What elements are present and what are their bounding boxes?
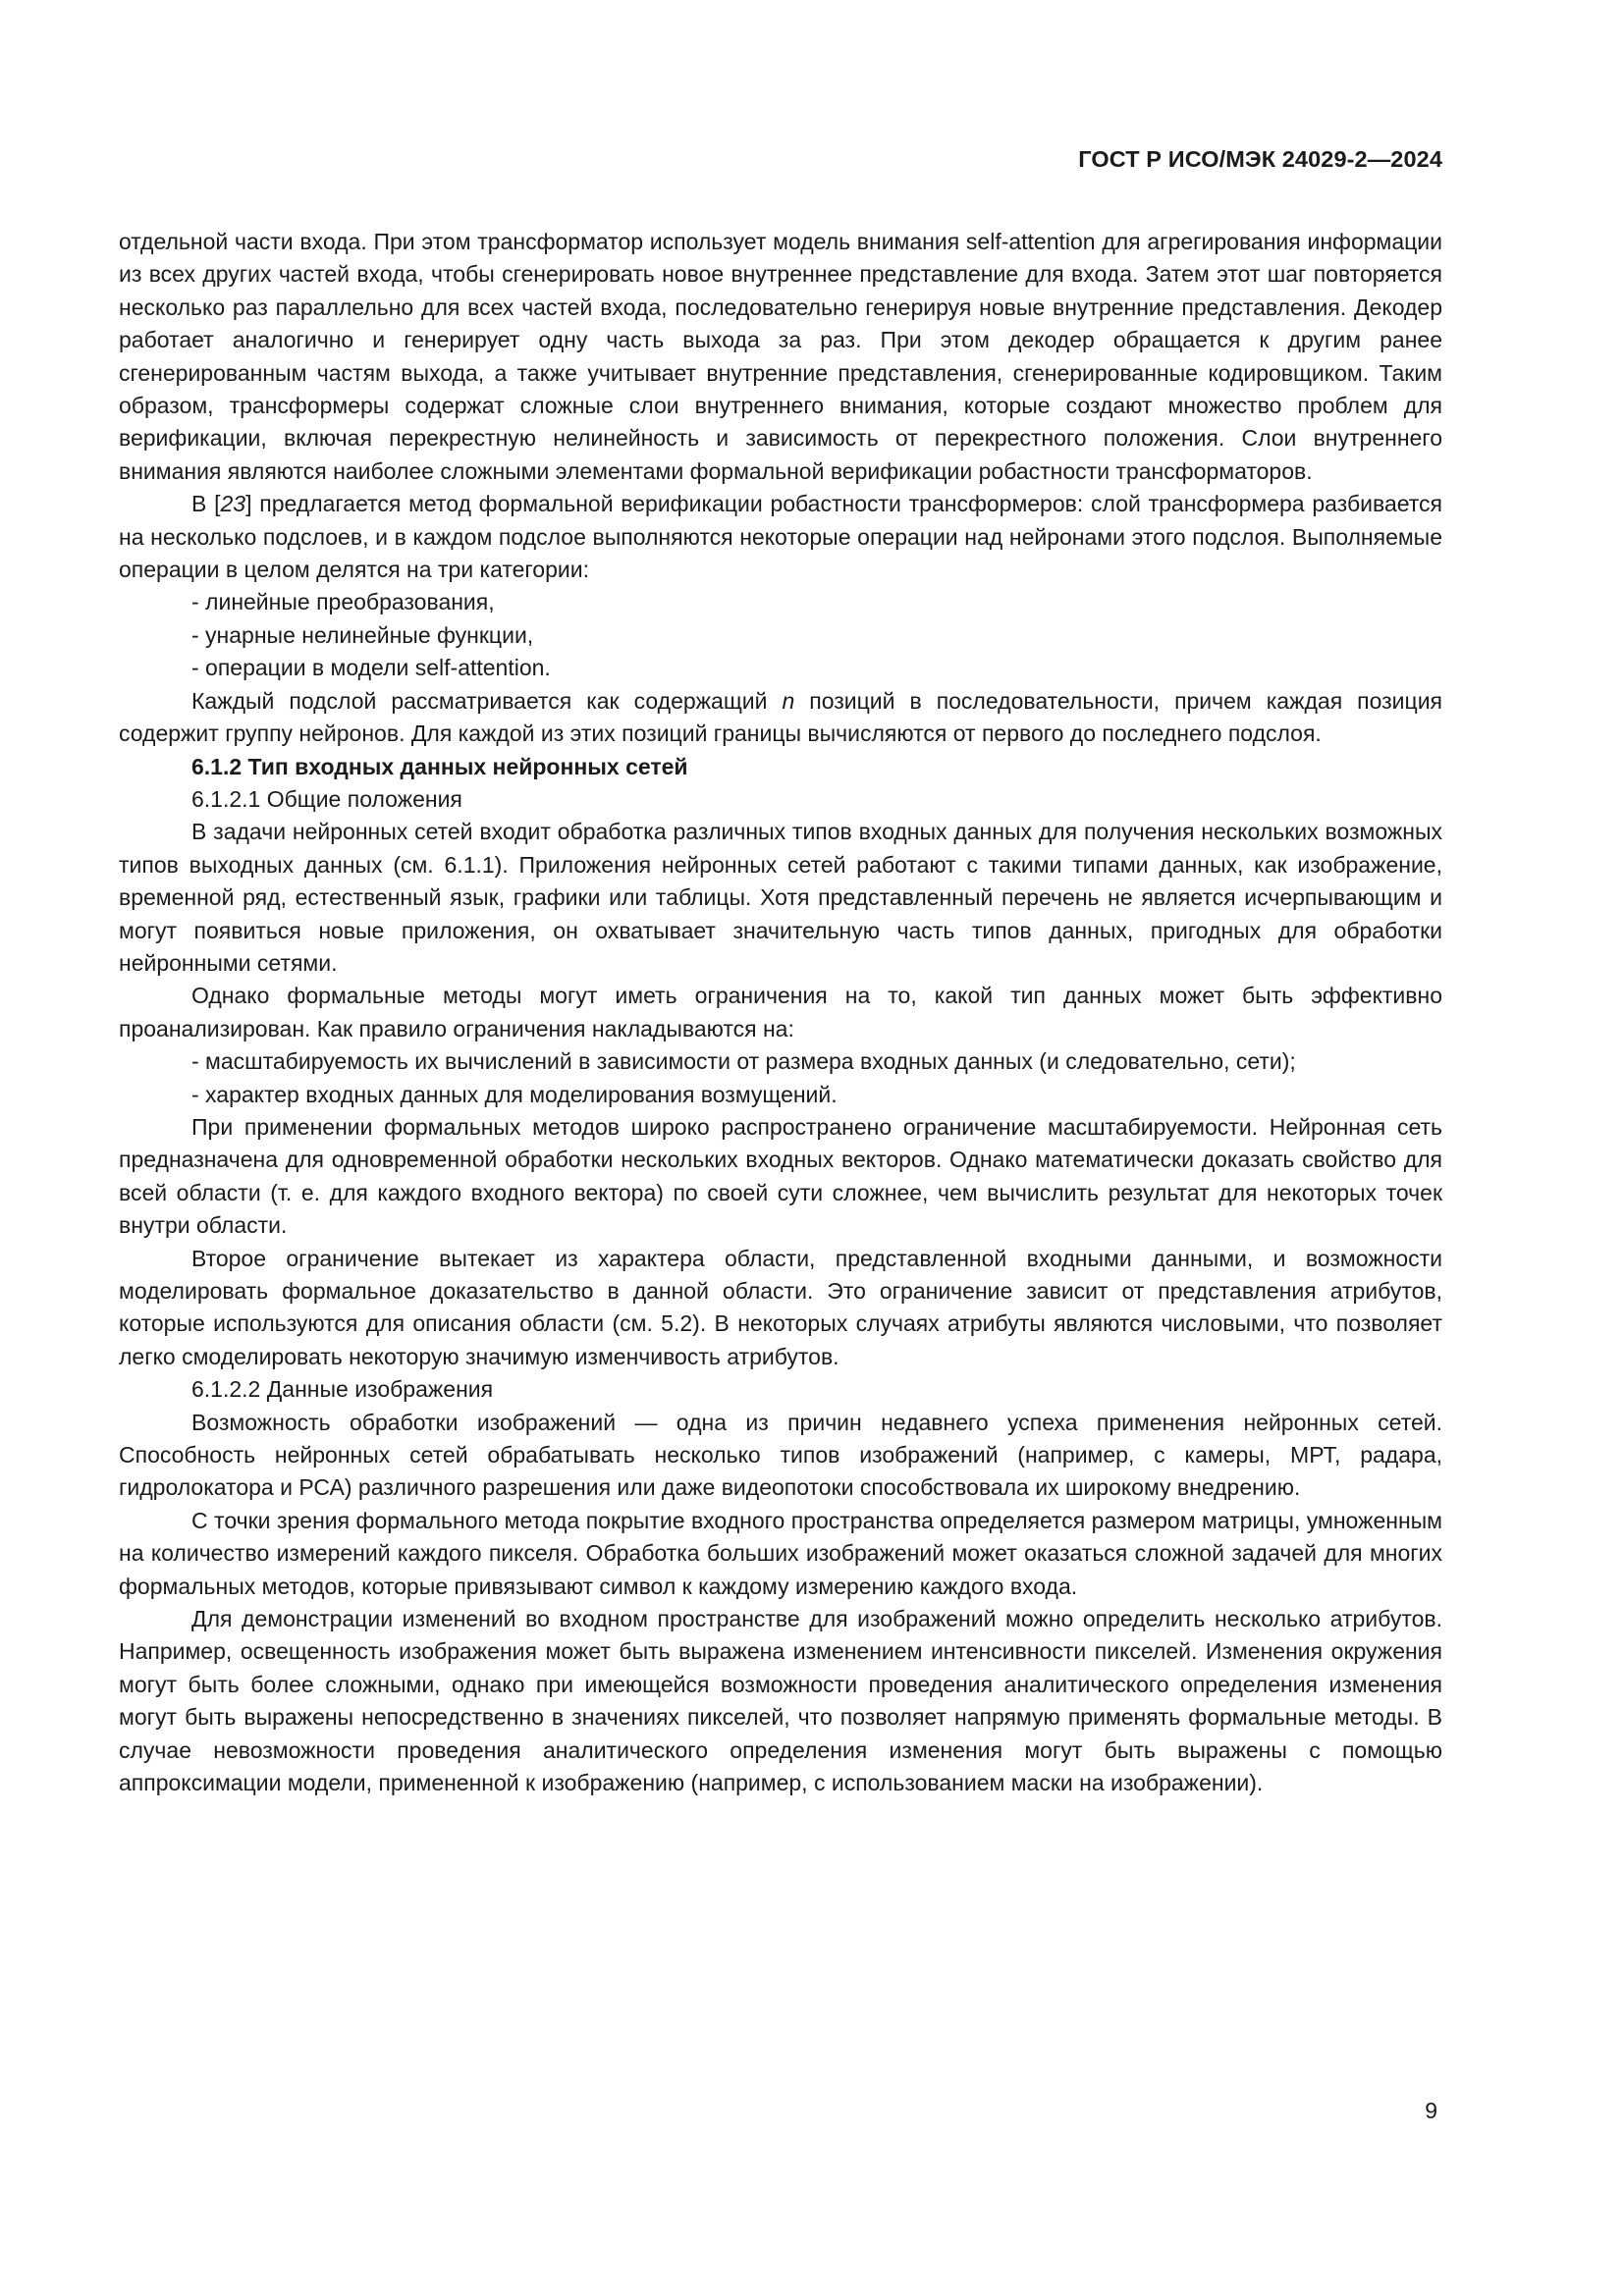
paragraph: Однако формальные методы могут иметь ограничения на то, какой тип данных может быть эффективно проанализирован. Как правило ограничения накладываются на: bbox=[119, 983, 1442, 1041]
paragraph: Каждый подслой рассматривается как содержащий n позиций в последовательности, причем каждая позиция содержит группу нейронов. Для каждой из этих позиций границы вычисляются от первого до последнего подслоя. bbox=[119, 687, 1442, 747]
list-item: - операции в модели self-attention. bbox=[191, 655, 551, 681]
paragraph: В задачи нейронных сетей входит обработка различных типов входных данных для получения нескольких возможных типов выходных данных (см. 6.1.1). Приложения нейронных сетей работают с такими типами данных, как изображение, временной ряд, естественный язык, графики или таблицы. Хотя представленный перечень не является исчерпывающим и могут появиться новые приложения, он охватывает значительную часть типов данных, пригодных для обработки нейронными сетями. bbox=[119, 819, 1442, 976]
subsection-heading: 6.1.2.2 Данные изображения bbox=[191, 1376, 494, 1403]
document-header: ГОСТ Р ИСО/МЭК 24029-2—2024 bbox=[1078, 146, 1442, 172]
paragraph: В [23] предлагается метод формальной верификации робастности трансформеров: слой трансформера разбивается на несколько подслоев, и в каждом подслое выполняются некоторые операции над нейронами этого подслоя. Выполняемые операции в целом делятся на три категории: bbox=[119, 491, 1443, 583]
list-item: - масштабируемость их вычислений в зависимости от размера входных данных (и следовательно, сети); bbox=[191, 1048, 1296, 1075]
page-number: 9 bbox=[1425, 2098, 1437, 2123]
subsection-heading: 6.1.2.1 Общие положения bbox=[191, 785, 462, 812]
paragraph: отдельной части входа. При этом трансформатор использует модель внимания self-attention для агрегирования информации из всех других частей входа, чтобы сгенерировать новое внутреннее представление для входа. Затем этот шаг повторяется несколько раз параллельно для всех частей входа, последовательно генерируя новые внутренние представления. Декодер работает аналогично и генерирует одну часть выхода за раз. При этом декодер обращается к другим ранее сгенерированным частям выхода, а также учитывает внутренние представления, сгенерированные кодировщиком. Таким образом, трансформеры содержат сложные слои внутреннего внимания, которые создают множество проблем для верификации, включая перекрестную нелинейность и зависимость от перекрестного положения. Слои внутреннего внимания являются наиболее сложными элементами формальной верификации робастности трансформаторов. bbox=[119, 229, 1442, 484]
list-item: - унарные нелинейные функции, bbox=[191, 621, 534, 648]
list-item: - характер входных данных для моделирования возмущений. bbox=[191, 1081, 838, 1107]
paragraph: Для демонстрации изменений во входном пространстве для изображений можно определить несколько атрибутов. Например, освещенность изображения может быть выражена изменением интенсивности пикселей. Изменения окружения могут быть более сложными, однако при имеющейся возможности проведения аналитического определения изменения могут быть выражены непосредственно в значениях пикселей, что позволяет напрямую применять формальные методы. В случае невозможности проведения аналитического определения изменения могут быть выражены с помощью аппроксимации модели, примененной к изображению (например, с использованием маски на изображении). bbox=[119, 1606, 1442, 1796]
paragraph: Возможность обработки изображений — одна из причин недавнего успеха применения нейронных сетей. Способность нейронных сетей обрабатывать несколько типов изображений (например, с камеры, МРТ, радара, гидролокатора и РСА) различного разрешения или даже видеопотоки способствовала их широкому внедрению. bbox=[119, 1409, 1442, 1501]
paragraph: С точки зрения формального метода покрытие входного пространства определяется размером матрицы, умноженным на количество измерений каждого пикселя. Обработка больших изображений может оказаться сложной задачей для многих формальных методов, которые привязывают символ к каждому измерению каждого входа. bbox=[119, 1507, 1442, 1599]
list-item: - линейные преобразования, bbox=[191, 589, 495, 615]
paragraph: При применении формальных методов широко распространено ограничение масштабируемости. Нейронная сеть предназначена для одновременной обработки нескольких входных векторов. Однако математически доказать свойство для всей области (т. е. для каждого входного вектора) по своей сути сложнее, чем вычислить результат для некоторых точек внутри области. bbox=[119, 1113, 1442, 1239]
section-heading: 6.1.2 Тип входных данных нейронных сетей bbox=[191, 753, 688, 779]
paragraph: Второе ограничение вытекает из характера области, представленной входными данными, и возможности моделировать формальное доказательство в данной области. Это ограничение зависит от представления атрибутов, которые используются для описания области (см. 5.2). В некоторых случаях атрибуты являются числовыми, что позволяет легко смоделировать некоторую значимую изменчивость атрибутов. bbox=[119, 1245, 1442, 1369]
document-body bbox=[119, 226, 1442, 1800]
